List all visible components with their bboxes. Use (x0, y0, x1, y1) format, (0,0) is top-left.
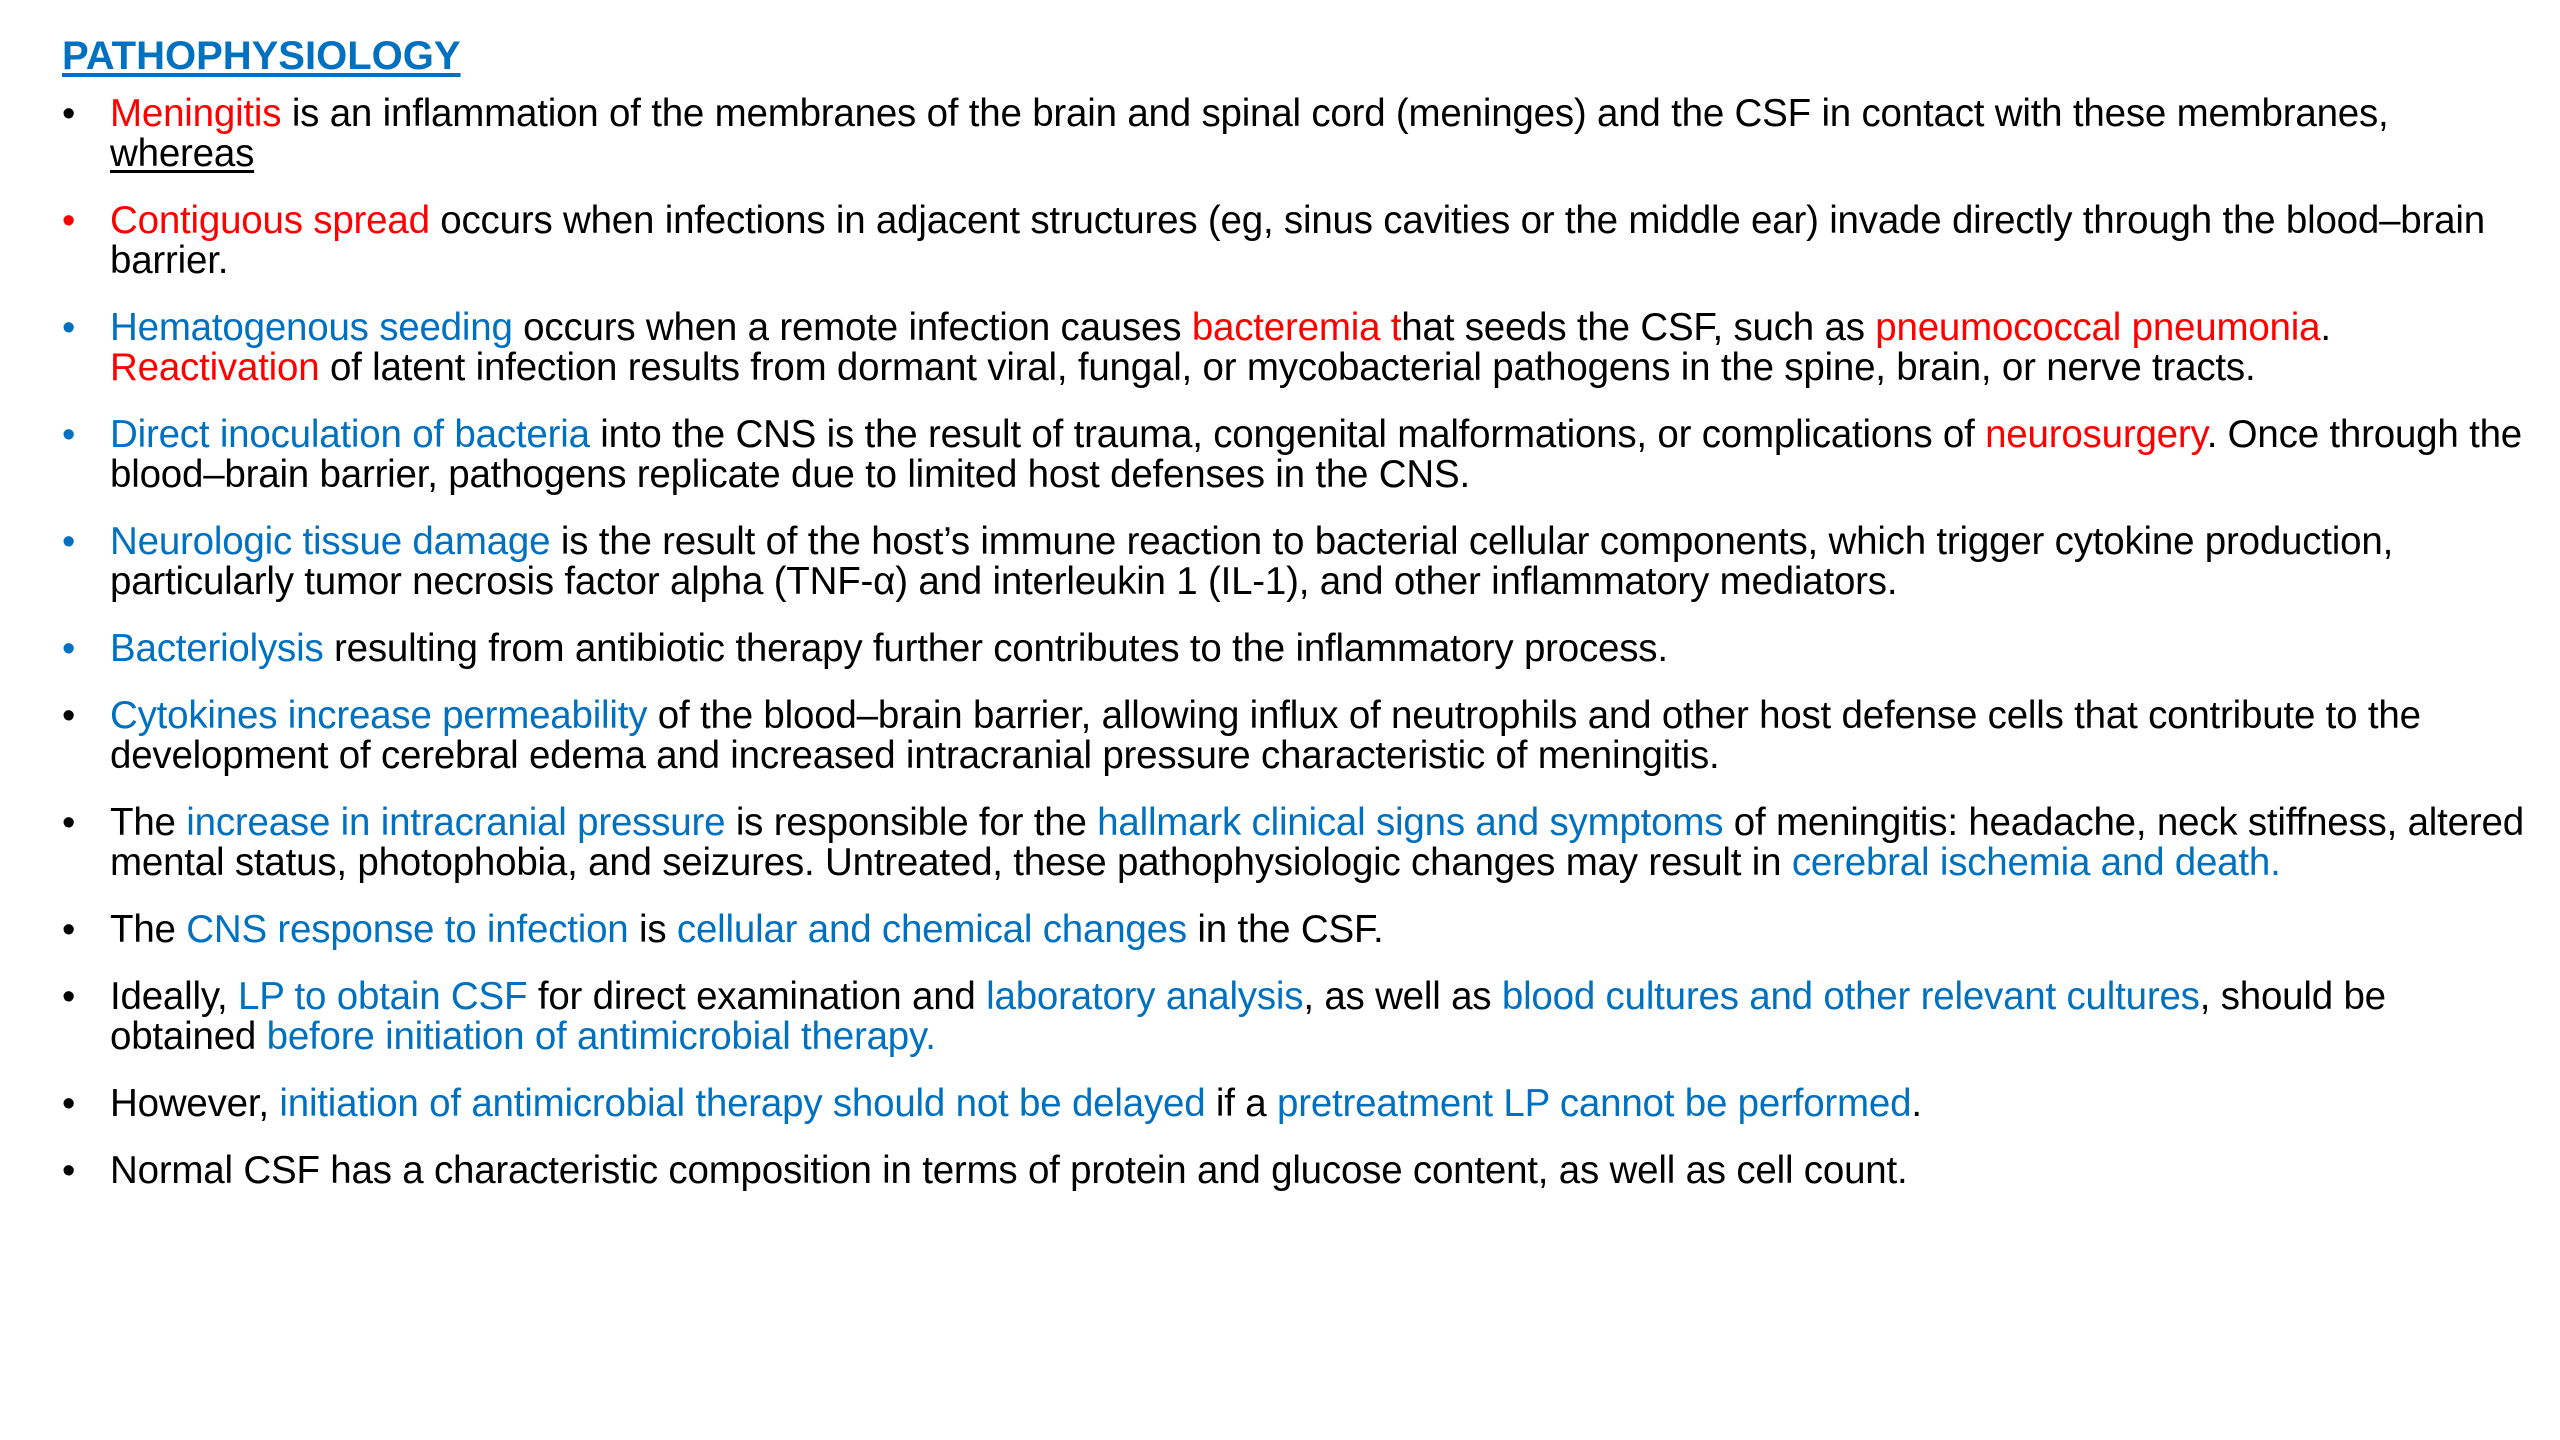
highlighted-term: bacteremia t (1191, 306, 1402, 349)
page-title: PATHOPHYSIOLOGY (62, 34, 461, 78)
bullet-text: is (628, 908, 677, 951)
bullet-item (62, 696, 2532, 776)
bullet-dot-icon: • (62, 521, 76, 563)
bullet-text: into the CNS is the result of trauma, congenital malformations, or complications of (589, 413, 1986, 456)
highlighted-term: hallmark clinical signs and symptoms (1097, 801, 1724, 844)
highlighted-term: whereas (110, 132, 255, 175)
bullet-item (62, 1151, 2532, 1191)
bullet-item (62, 522, 2532, 602)
bullet-text: of latent infection results from dormant viral, fungal, or mycobacterial pathogens in the spine, brain, or nerve tracts. (319, 346, 2256, 389)
highlighted-term: Cytokines increase permeability (110, 694, 648, 737)
highlighted-term: CNS response to infection (186, 908, 629, 951)
bullet-text: is the result of the host’s immune reaction to bacterial cellular components, which trigger cytokine production, particularly tumor necrosis factor alpha (TNF-α) and interleukin 1 (IL-1), and other inflammatory mediators. (110, 520, 2394, 603)
bullet-text: . (2320, 306, 2331, 349)
bullet-text: The (110, 908, 187, 951)
bullet-item (62, 977, 2532, 1057)
highlighted-term: initiation of antimicrobial therapy should not be delayed (279, 1082, 1206, 1125)
bullet-text: , should be obtained (110, 975, 2386, 1058)
bullet-text: is an inflammation of the membranes of the brain and spinal cord (meninges) and the CSF in contact with these membranes, (281, 92, 2389, 135)
highlighted-term: Hematogenous seeding (110, 306, 513, 349)
bullet-text: hat seeds the CSF, such as (1401, 306, 1876, 349)
bullet-dot-icon: • (62, 976, 76, 1018)
bullet-list (62, 94, 2532, 1191)
bullet-item (62, 629, 2532, 669)
bullet-dot-icon: • (62, 802, 76, 844)
bullet-text: Normal CSF has a characteristic composition in terms of protein and glucose content, as well as cell count. (110, 1149, 1908, 1192)
bullet-text: Ideally, (110, 975, 239, 1018)
bullet-text: in the CSF. (1186, 908, 1384, 951)
bullet-dot-icon: • (62, 414, 76, 456)
bullet-dot-icon: • (62, 628, 76, 670)
highlighted-term: Bacteriolysis (110, 627, 324, 670)
bullet-text: is responsible for the (725, 801, 1098, 844)
bullet-item (62, 94, 2532, 174)
bullet-text: The (110, 801, 187, 844)
highlighted-term: Meningitis (110, 92, 282, 135)
bullet-item (62, 910, 2532, 950)
highlighted-term: LP to obtain CSF (238, 975, 528, 1018)
bullet-text: of meningitis: headache, neck stiffness, altered mental status, photophobia, and seizures. Untreated, these pathophysiologic changes may result in (110, 801, 2524, 884)
bullet-text: . Once through the blood–brain barrier, pathogens replicate due to limited host defenses in the CNS. (110, 413, 2522, 496)
bullet-item (62, 308, 2532, 388)
bullet-item (62, 1084, 2532, 1124)
bullet-item (62, 201, 2532, 281)
highlighted-term: laboratory analysis (986, 975, 1304, 1018)
bullet-text: for direct examination and (527, 975, 987, 1018)
bullet-text: occurs when a remote infection causes (512, 306, 1192, 349)
bullet-item (62, 803, 2532, 883)
highlighted-term: before initiation of antimicrobial therapy. (266, 1015, 936, 1058)
highlighted-term: pretreatment LP cannot be performed (1276, 1082, 1912, 1125)
highlighted-term: cerebral ischemia and death. (1791, 841, 2281, 884)
bullet-text: resulting from antibiotic therapy further contributes to the inflammatory process. (323, 627, 1668, 670)
bullet-dot-icon: • (62, 200, 76, 242)
highlighted-term: Contiguous spread (110, 199, 430, 242)
highlighted-term: neurosurgery (1985, 413, 2207, 456)
bullet-text: if a (1205, 1082, 1277, 1125)
slide (62, 30, 2532, 1218)
bullet-text: of the blood–brain barrier, allowing influx of neutrophils and other host defense cells that contribute to the development of cerebral edema and increased intracranial pressure characteristic of meningitis. (110, 694, 2421, 777)
highlighted-term: increase in intracranial pressure (186, 801, 726, 844)
bullet-dot-icon: • (62, 695, 76, 737)
bullet-text: occurs when infections in adjacent structures (eg, sinus cavities or the middle ear) invade directly through the blood–brain barrier. (110, 199, 2485, 282)
bullet-dot-icon: • (62, 1150, 76, 1192)
bullet-dot-icon: • (62, 307, 76, 349)
highlighted-term: Reactivation (110, 346, 320, 389)
highlighted-term: pneumococcal pneumonia (1875, 306, 2321, 349)
highlighted-term: Direct inoculation of bacteria (110, 413, 590, 456)
bullet-dot-icon: • (62, 93, 76, 135)
bullet-item (62, 415, 2532, 495)
bullet-dot-icon: • (62, 909, 76, 951)
highlighted-term: Neurologic tissue damage (110, 520, 551, 563)
bullet-text: However, (110, 1082, 280, 1125)
bullet-dot-icon: • (62, 1083, 76, 1125)
highlighted-term: cellular and chemical changes (676, 908, 1187, 951)
highlighted-term: blood cultures and other relevant cultures (1501, 975, 2200, 1018)
bullet-text: , as well as (1303, 975, 1502, 1018)
bullet-text: . (1911, 1082, 1922, 1125)
